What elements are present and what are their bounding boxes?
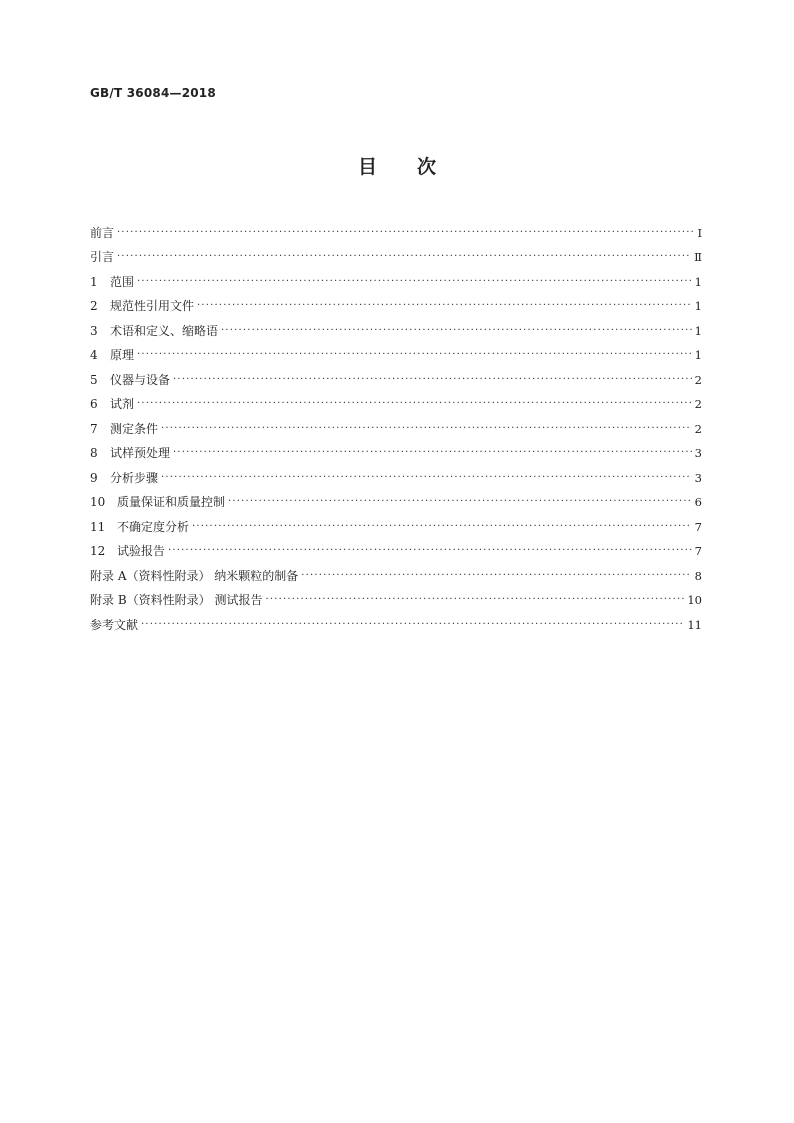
toc-dot-leader <box>161 470 692 486</box>
toc-page-number: 2 <box>694 372 702 387</box>
toc-entry-label: 试剂 <box>110 397 135 411</box>
toc-dot-leader <box>141 617 684 633</box>
toc-entry-10[interactable] <box>90 486 702 511</box>
toc-page-number: 6 <box>694 495 702 509</box>
toc-entry-label: 前言 <box>90 225 115 240</box>
toc-entry-annex-a[interactable] <box>90 559 702 584</box>
toc-dot-leader <box>301 568 691 584</box>
toc-page-number: 1 <box>694 323 702 338</box>
toc-page-number: 2 <box>694 421 702 436</box>
toc-entry-label: 范围 <box>110 274 135 289</box>
toc-entry-label: 附录 B（资料性附录） 测试报告 <box>90 593 263 607</box>
toc-entry-annex-b[interactable] <box>90 584 702 609</box>
toc-entry-label: 仪器与设备 <box>110 372 171 387</box>
toc-section-number: 10 <box>90 495 106 509</box>
toc-entry-5[interactable] <box>90 363 702 388</box>
toc-dot-leader <box>192 519 692 535</box>
toc-page-number: 7 <box>694 544 702 558</box>
toc-dot-leader <box>265 592 684 608</box>
toc-dot-leader <box>228 494 692 510</box>
toc-entry-introduction[interactable] <box>90 241 702 266</box>
toc-dot-leader <box>161 421 692 437</box>
toc-page-number: Ⅰ <box>697 225 702 240</box>
toc-page-number: 3 <box>694 446 702 460</box>
toc-entry-2[interactable] <box>90 290 702 315</box>
toc-entry-label: 试验报告 <box>117 544 166 558</box>
toc-dot-leader <box>117 249 691 265</box>
toc-entry-label: 附录 A（资料性附录） 纳米颗粒的制备 <box>90 568 299 583</box>
toc-entry-11[interactable] <box>90 510 702 535</box>
toc-section-number: 3 <box>90 323 98 338</box>
toc-page-number: 11 <box>687 617 702 632</box>
toc-entry-12[interactable] <box>90 535 702 560</box>
toc-section-number: 11 <box>90 519 106 534</box>
toc-section-number: 2 <box>90 299 98 313</box>
toc-page-number: Ⅱ <box>694 250 702 264</box>
toc-dot-leader <box>197 298 692 314</box>
toc-dot-leader <box>137 396 692 412</box>
toc-page-number: 1 <box>694 299 702 313</box>
toc-dot-leader <box>137 274 692 290</box>
toc-entry-label: 不确定度分析 <box>117 519 190 534</box>
toc-entry-label: 试样预处理 <box>110 446 171 460</box>
toc-entry-label: 引言 <box>90 250 115 264</box>
toc-entry-label: 测定条件 <box>110 421 159 436</box>
toc-section-number: 7 <box>90 421 98 436</box>
toc-entry-label: 原理 <box>110 348 135 362</box>
toc-entry-4[interactable] <box>90 339 702 364</box>
toc-dot-leader <box>168 543 692 559</box>
toc-entry-3[interactable] <box>90 314 702 339</box>
toc-dot-leader <box>221 323 692 339</box>
toc-page-number: 10 <box>687 593 702 607</box>
toc-dot-leader <box>173 372 692 388</box>
toc-section-number: 5 <box>90 372 98 387</box>
toc-entry-7[interactable] <box>90 412 702 437</box>
toc-section-number: 12 <box>90 544 106 558</box>
toc-page-number: 2 <box>694 397 702 411</box>
toc-entry-1[interactable] <box>90 265 702 290</box>
toc-entry-references[interactable] <box>90 608 702 633</box>
toc-dot-leader <box>117 225 694 241</box>
toc-dot-leader <box>137 347 692 363</box>
toc-section-number: 4 <box>90 348 98 362</box>
toc-entry-label: 术语和定义、缩略语 <box>110 323 219 338</box>
toc-dot-leader <box>173 445 692 461</box>
toc-page-number: 8 <box>694 568 702 583</box>
toc-section-number: 6 <box>90 397 98 411</box>
toc-entry-label: 规范性引用文件 <box>110 299 195 313</box>
toc-page-number: 7 <box>694 519 702 534</box>
toc-section-number: 9 <box>90 470 98 485</box>
toc-page-number: 3 <box>694 470 702 485</box>
toc-entry-label: 质量保证和质量控制 <box>117 495 226 509</box>
toc-entry-foreword[interactable] <box>90 216 702 241</box>
toc-entry-6[interactable] <box>90 388 702 413</box>
toc-page-number: 1 <box>694 274 702 289</box>
page-title: 目次 <box>357 156 476 178</box>
toc-page-number: 1 <box>694 348 702 362</box>
toc-entry-9[interactable] <box>90 461 702 486</box>
toc-entry-label: 参考文献 <box>90 617 139 632</box>
toc-entry-8[interactable] <box>90 437 702 462</box>
table-of-contents <box>90 216 702 633</box>
toc-section-number: 1 <box>90 274 98 289</box>
toc-entry-label: 分析步骤 <box>110 470 159 485</box>
toc-section-number: 8 <box>90 446 98 460</box>
standard-code: GB/T 36084—2018 <box>90 86 216 100</box>
